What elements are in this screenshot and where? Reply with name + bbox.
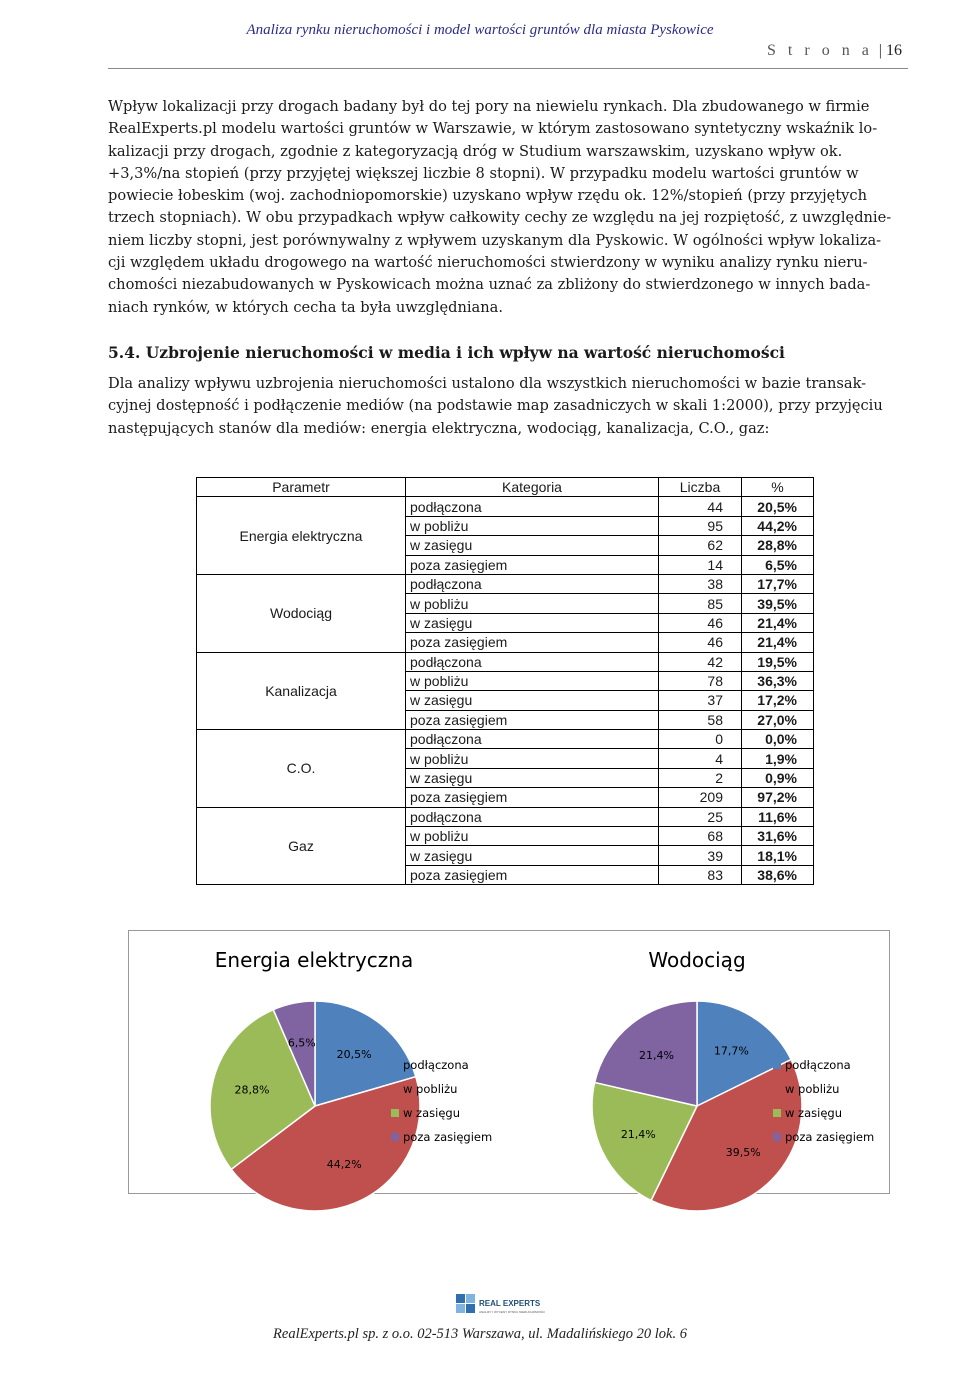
percent-cell: 0,0% xyxy=(742,730,814,749)
category-cell: w pobliżu xyxy=(406,516,659,535)
count-cell: 38 xyxy=(659,574,742,593)
paragraph-line: cyjnej dostępność i podłączenie mediów (na podstawie map zasadniczych w skali 1:2000), przy przyjęciu xyxy=(108,397,883,415)
pie-slice-label: 6,5% xyxy=(287,1036,316,1050)
percent-cell: 17,7% xyxy=(742,574,814,593)
percent-cell: 97,2% xyxy=(742,788,814,807)
paragraph-line: +3,3%/na stopień (przy przyjętej większej liczbie 8 stopni). W przypadku modelu wartości gruntów w xyxy=(108,164,859,182)
legend-swatch xyxy=(773,1085,781,1093)
percent-cell: 0,9% xyxy=(742,768,814,787)
count-cell: 39 xyxy=(659,846,742,865)
pie-chart-title: Wodociąg xyxy=(648,948,746,972)
param-cell: C.O. xyxy=(197,730,406,808)
pie-slice-label: 44,2% xyxy=(326,1158,362,1172)
paragraph-line: Wpływ lokalizacji przy drogach badany był do tej pory na niewielu rynkach. Dla zbudowanego w firmie xyxy=(108,98,870,115)
pie-chart-title: Energia elektryczna xyxy=(214,948,414,972)
page-separator: | xyxy=(878,42,882,59)
legend-label: poza zasięgiem xyxy=(403,1130,493,1144)
pie-slice-label: 28,8% xyxy=(234,1083,270,1097)
count-cell: 42 xyxy=(659,652,742,671)
category-cell: w pobliżu xyxy=(406,594,659,613)
percent-cell: 17,2% xyxy=(742,691,814,710)
category-cell: podłączona xyxy=(406,574,659,593)
category-cell: w zasięgu xyxy=(406,613,659,632)
category-cell: podłączona xyxy=(406,807,659,826)
category-cell: w pobliżu xyxy=(406,827,659,846)
paragraph-line: Dla analizy wpływu uzbrojenia nieruchomości ustalono dla wszystkich nieruchomości w bazie transak- xyxy=(108,375,867,392)
percent-cell: 20,5% xyxy=(742,497,814,516)
percent-cell: 27,0% xyxy=(742,710,814,729)
param-cell: Energia elektryczna xyxy=(197,497,406,575)
pie-charts-svg xyxy=(129,931,889,1193)
category-cell: w pobliżu xyxy=(406,749,659,768)
percent-cell: 18,1% xyxy=(742,846,814,865)
percent-cell: 39,5% xyxy=(742,594,814,613)
count-cell: 83 xyxy=(659,865,742,884)
percent-cell: 11,6% xyxy=(742,807,814,826)
category-cell: w pobliżu xyxy=(406,671,659,690)
page-number: 16 xyxy=(886,42,902,59)
legend-label: w zasięgu xyxy=(403,1106,460,1120)
param-cell: Kanalizacja xyxy=(197,652,406,730)
count-cell: 95 xyxy=(659,516,742,535)
legend-swatch xyxy=(391,1061,399,1069)
count-cell: 46 xyxy=(659,633,742,652)
percent-cell: 21,4% xyxy=(742,613,814,632)
percent-cell: 44,2% xyxy=(742,516,814,535)
category-cell: poza zasięgiem xyxy=(406,865,659,884)
section-heading: 5.4. Uzbrojenie nieruchomości w media i ich wpływ na wartość nieruchomości xyxy=(108,343,785,362)
category-cell: w zasięgu xyxy=(406,768,659,787)
paragraph-road-location xyxy=(108,96,903,319)
paragraph-line: następujących stanów dla mediów: energia elektryczna, wodociąg, kanalizacja, C.O., gaz: xyxy=(108,419,770,437)
category-cell: w zasięgu xyxy=(406,846,659,865)
legend-label: poza zasięgiem xyxy=(785,1130,875,1144)
count-cell: 25 xyxy=(659,807,742,826)
utilities-table xyxy=(196,477,814,885)
table-row xyxy=(197,574,814,593)
paragraph-line: cji względem układu drogowego na wartość nieruchomości stwierdzony w wyniku analizy rynku nieru- xyxy=(108,254,868,272)
table-row xyxy=(197,652,814,671)
legend-swatch xyxy=(391,1109,399,1117)
header-kategoria: Kategoria xyxy=(406,478,659,497)
pie-slice-label: 21,4% xyxy=(639,1049,674,1063)
percent-cell: 28,8% xyxy=(742,536,814,555)
paragraph-line: powiecie łobeskim (woj. zachodniopomorskie) uzyskano wpływ rzędu ok. 12%/stopień (przy przyjętych xyxy=(108,187,868,205)
page-word: S t r o n a xyxy=(767,42,873,59)
percent-cell: 31,6% xyxy=(742,827,814,846)
count-cell: 4 xyxy=(659,749,742,768)
logo-mark-icon xyxy=(448,1290,546,1320)
count-cell: 62 xyxy=(659,536,742,555)
category-cell: poza zasięgiem xyxy=(406,633,659,652)
legend-swatch xyxy=(773,1061,781,1069)
table-header-row xyxy=(197,478,814,497)
real-experts-logo xyxy=(448,1290,546,1324)
paragraph-line: trzech stopniach). W obu przypadkach wpływ całkowity cechy ze względu na jej rozpiętość, z uwzględnie- xyxy=(108,209,892,227)
category-cell: poza zasięgiem xyxy=(406,710,659,729)
page-label xyxy=(767,42,902,60)
count-cell: 44 xyxy=(659,497,742,516)
count-cell: 0 xyxy=(659,730,742,749)
logo-tagline: ANALIZY I WYCENY RYNKU NIERUCHOMOŚCI xyxy=(479,1310,546,1314)
percent-cell: 6,5% xyxy=(742,555,814,574)
count-cell: 85 xyxy=(659,594,742,613)
category-cell: poza zasięgiem xyxy=(406,555,659,574)
percent-cell: 36,3% xyxy=(742,671,814,690)
category-cell: w zasięgu xyxy=(406,691,659,710)
paragraph-line: niach rynków, w których cecha ta była uwzględniana. xyxy=(108,298,503,316)
legend-swatch xyxy=(391,1133,399,1141)
percent-cell: 38,6% xyxy=(742,865,814,884)
document-header-title: Analiza rynku nieruchomości i model wartości gruntów dla miasta Pyskowice xyxy=(246,22,714,38)
pie-slice-label: 21,4% xyxy=(620,1128,656,1142)
table-row xyxy=(197,807,814,826)
legend-swatch xyxy=(391,1085,399,1093)
pie-slice-label: 39,5% xyxy=(725,1145,761,1159)
paragraph-line: RealExperts.pl modelu wartości gruntów w Warszawie, w którym zastosowano syntetyczny wskaźnik lo- xyxy=(108,120,878,138)
legend-label: w pobliżu xyxy=(403,1082,458,1096)
param-cell: Wodociąg xyxy=(197,574,406,652)
legend-label: w pobliżu xyxy=(785,1082,840,1096)
count-cell: 78 xyxy=(659,671,742,690)
legend-label: w zasięgu xyxy=(785,1106,842,1120)
percent-cell: 21,4% xyxy=(742,633,814,652)
count-cell: 209 xyxy=(659,788,742,807)
pie-charts-panel xyxy=(128,930,890,1194)
count-cell: 2 xyxy=(659,768,742,787)
percent-cell: 1,9% xyxy=(742,749,814,768)
count-cell: 14 xyxy=(659,555,742,574)
paragraph-line: chomości niezabudowanych w Pyskowicach można uznać za zbliżony do stwierdzonego w innych bada- xyxy=(108,276,871,294)
pie-slice-label: 17,7% xyxy=(713,1044,749,1058)
header-liczba: Liczba xyxy=(659,478,742,497)
header-percent: % xyxy=(742,478,814,497)
header-rule xyxy=(108,68,908,69)
legend-label: podłączona xyxy=(785,1058,851,1072)
count-cell: 46 xyxy=(659,613,742,632)
paragraph-utilities xyxy=(108,373,903,440)
table-row xyxy=(197,497,814,516)
percent-cell: 19,5% xyxy=(742,652,814,671)
pie-slice-label: 20,5% xyxy=(336,1047,372,1061)
legend-swatch xyxy=(773,1133,781,1141)
category-cell: podłączona xyxy=(406,497,659,516)
count-cell: 68 xyxy=(659,827,742,846)
paragraph-line: kalizacji przy drogach, zgodnie z kategoryzacją dróg w Studium warszawskim, uzyskano wpływ ok. xyxy=(108,142,843,160)
category-cell: poza zasięgiem xyxy=(406,788,659,807)
category-cell: w zasięgu xyxy=(406,536,659,555)
count-cell: 37 xyxy=(659,691,742,710)
category-cell: podłączona xyxy=(406,652,659,671)
category-cell: podłączona xyxy=(406,730,659,749)
header-parametr: Parametr xyxy=(197,478,406,497)
paragraph-line: niem liczby stopni, jest porównywalny z wpływem uzyskanym dla Pyskowic. W ogólności wpływ lokaliza- xyxy=(108,231,882,249)
table-row xyxy=(197,730,814,749)
count-cell: 58 xyxy=(659,710,742,729)
legend-swatch xyxy=(773,1109,781,1117)
logo-text: REAL EXPERTS xyxy=(479,1299,541,1308)
param-cell: Gaz xyxy=(197,807,406,885)
footer-address: RealExperts.pl sp. z o.o. 02-513 Warszawa, ul. Madalińskiego 20 lok. 6 xyxy=(273,1326,687,1342)
legend-label: podłączona xyxy=(403,1058,469,1072)
